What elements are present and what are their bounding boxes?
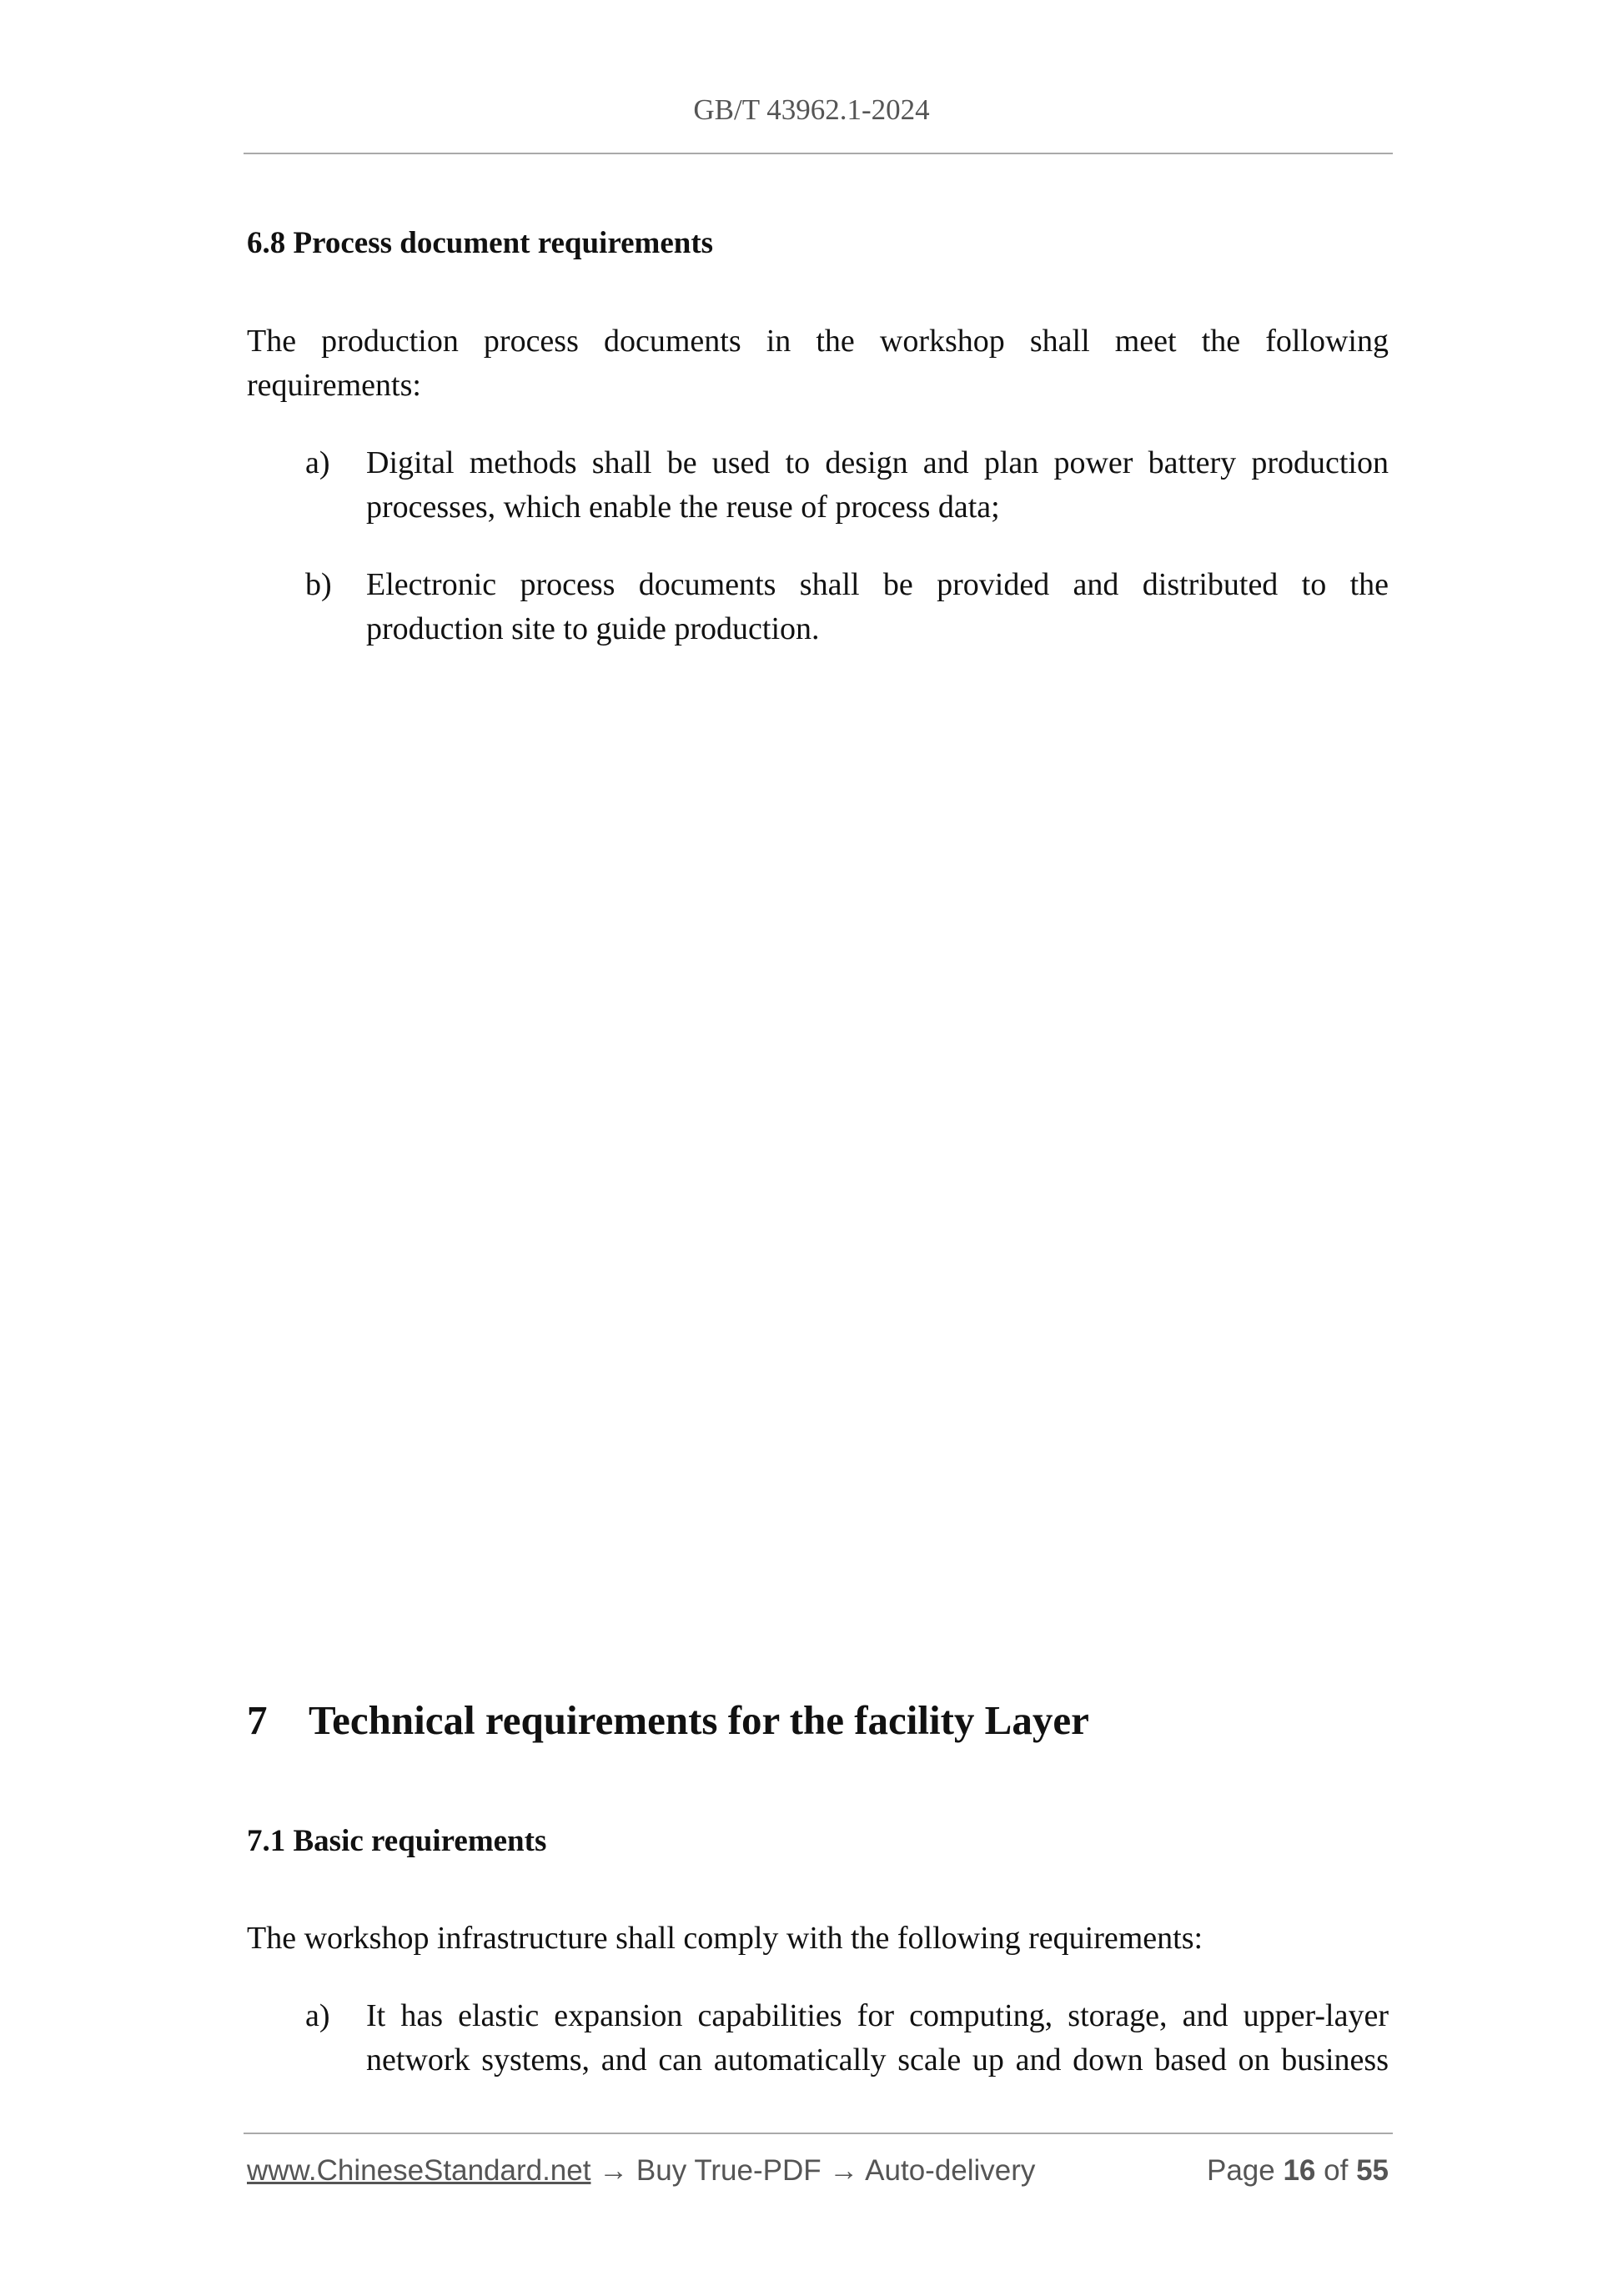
list-marker: a)	[305, 1998, 330, 2033]
page-indicator	[1207, 2154, 1389, 2188]
page-label: Page	[1206, 2154, 1275, 2187]
running-header: GB/T 43962.1-2024	[693, 93, 930, 126]
section-heading-6-8: 6.8 Process document requirements	[247, 226, 714, 260]
footer-divider	[244, 2133, 1393, 2134]
chapter-heading-7	[247, 1696, 1089, 1744]
list-marker: b)	[305, 567, 332, 602]
page-current: 16	[1283, 2154, 1316, 2187]
list-text: Electronic process documents shall be provided and distributed to the production site to guide production.	[366, 567, 1389, 646]
list-item	[305, 563, 1389, 651]
header-divider	[244, 153, 1393, 154]
list-text: Digital methods shall be used to design and plan power battery production processes, which enable the reuse of process data;	[366, 445, 1389, 525]
footer-promo	[247, 2154, 1035, 2188]
list-item	[305, 441, 1389, 530]
chapter-number: 7	[247, 1697, 268, 1743]
list-marker: a)	[305, 445, 330, 480]
paragraph: The workshop infrastructure shall comply with the following requirements:	[247, 1921, 1203, 1956]
list-text: It has elastic expansion capabilities for computing, storage, and upper-layer network systems, and can automatically scale up and down based on business	[366, 1998, 1389, 2077]
site-link[interactable]: www.ChineseStandard.net	[247, 2154, 591, 2187]
page-total: 55	[1356, 2154, 1389, 2187]
paragraph: The production process documents in the workshop shall meet the following requirements:	[247, 324, 1389, 403]
chapter-title: Technical requirements for the facility Layer	[309, 1697, 1089, 1743]
promo-text: → Buy True-PDF → Auto-delivery	[590, 2154, 1036, 2187]
of-label: of	[1324, 2154, 1349, 2187]
section-heading-7-1: 7.1 Basic requirements	[247, 1824, 547, 1858]
list-item	[305, 1994, 1389, 2082]
